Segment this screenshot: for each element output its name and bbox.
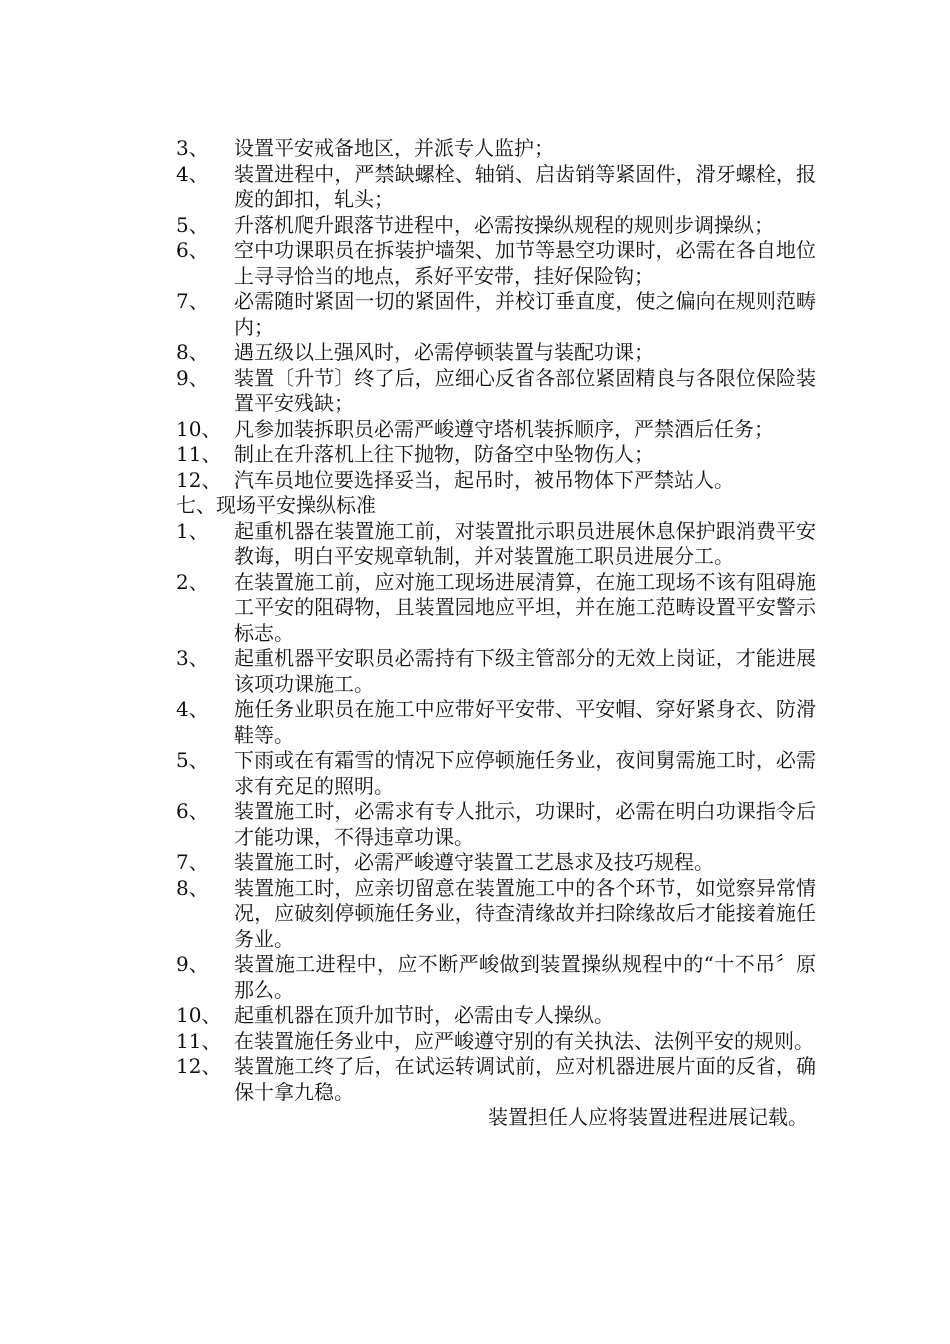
item-number: 1、 [176, 518, 209, 543]
list-item [176, 519, 816, 570]
list-item [176, 876, 816, 953]
item-number: 8、 [176, 340, 209, 364]
list-item [176, 289, 816, 340]
item-number: 12、 [176, 467, 222, 492]
site-operation-standards-list [176, 519, 816, 1106]
item-text: 设置平安戒备地区，并派专人监护； [234, 136, 554, 160]
list-item [176, 213, 816, 239]
item-text: 空中功课职员在拆装护墙架、加节等悬空功课时，必需在各自地位上寻寻恰当的地点，系好平安带，挂好保险钩； [234, 238, 816, 288]
item-number: 5、 [176, 212, 209, 237]
item-text: 装置施工时，应亲切留意在装置施工中的各个环节，如觉察异常情况，应破刻停顿施任务业，待查清缘故并扫除缘故后才能接着施任务业。 [234, 875, 816, 951]
safety-measures-list [176, 136, 816, 493]
list-item [176, 417, 816, 443]
list-item [176, 850, 816, 876]
list-item [176, 366, 816, 417]
item-text: 升落机爬升跟落节进程中，必需按操纵规程的规则步调操纵； [234, 212, 774, 237]
item-number: 11、 [176, 1028, 222, 1053]
item-text: 装置进程中，严禁缺螺栓、轴销、启齿销等紧固件，滑牙螺栓，报废的卸扣，轧头； [234, 161, 816, 211]
item-text: 起重机器在顶升加节时，必需由专人操纵。 [234, 1003, 614, 1027]
item-number: 6、 [176, 238, 209, 262]
list-item [176, 570, 816, 647]
list-item [176, 1003, 816, 1029]
item-number: 12、 [176, 1054, 222, 1078]
list-item [176, 136, 816, 162]
item-number: 3、 [176, 136, 209, 160]
item-text: 制止在升落机上往下抛物，防备空中坠物伤人； [234, 442, 654, 466]
item-text: 起重机器平安职员必需持有下级主管部分的无效上岗证，才能进展该项功课施工。 [234, 646, 816, 696]
item-text: 遇五级以上强风时，必需停顿装置与装配功课； [234, 340, 654, 364]
item-number: 4、 [176, 697, 209, 721]
item-text: 装置施工时，必需严峻遵守装置工艺恳求及技巧规程。 [234, 850, 714, 874]
list-item [176, 442, 816, 468]
item-text: 装置施工终了后，在试运转调试前，应对机器进展片面的反省，确保十拿九稳。 [234, 1054, 816, 1104]
list-item [176, 646, 816, 697]
item-number: 2、 [176, 569, 209, 594]
item-number: 10、 [176, 1003, 222, 1027]
list-item [176, 340, 816, 366]
item-number: 6、 [176, 799, 209, 823]
closing-line: 装置担任人应将装置进程进展记载。 [488, 1105, 808, 1129]
list-item [176, 162, 816, 213]
item-number: 3、 [176, 646, 209, 670]
list-item [176, 1054, 816, 1105]
list-item [176, 799, 816, 850]
item-number: 7、 [176, 850, 209, 874]
item-number: 9、 [176, 952, 209, 976]
item-text: 汽车员地位要选择妥当，起吊时，被吊物体下严禁站人。 [234, 467, 734, 492]
list-item [176, 697, 816, 748]
item-number: 9、 [176, 365, 209, 390]
item-text: 下雨或在有霜雪的情况下应停顿施任务业，夜间舅需施工时，必需求有充足的照明。 [234, 748, 816, 798]
document-body [176, 136, 816, 1131]
item-text: 在装置施工前，应对施工现场进展清算，在施工现场不该有阻碍施工平安的阻碍物，且装置园地应平坦，并在施工范畴设置平安警示标志。 [234, 569, 816, 645]
item-text: 装置〔升节〕终了后，应细心反省各部位紧固精良与各限位保险装置平安残缺； [234, 365, 816, 415]
item-number: 7、 [176, 289, 209, 313]
item-text: 起重机器在装置施工前，对装置批示职员进展休息保护跟消费平安教诲，明白平安规章轨制，并对装置施工职员进展分工。 [234, 518, 816, 568]
item-number: 8、 [176, 875, 209, 900]
list-item [176, 468, 816, 494]
item-text: 装置施工时，必需求有专人批示，功课时，必需在明白功课指令后才能功课，不得违章功课。 [234, 799, 816, 849]
section-heading: 七、现场平安操纵标准 [176, 493, 376, 517]
item-text: 在装置施任务业中，应严峻遵守别的有关执法、法例平安的规则。 [234, 1028, 814, 1053]
item-text: 凡参加装拆职员必需严峻遵守塔机装拆顺序，严禁酒后任务； [234, 416, 774, 441]
item-text: 装置施工进程中，应不断严峻做到装置操纵规程中的“十不吊〞原那么。 [234, 952, 816, 1002]
list-item [176, 748, 816, 799]
list-item [176, 238, 816, 289]
list-item [176, 952, 816, 1003]
item-text: 必需随时紧固一切的紧固件，并校订垂直度，使之偏向在规则范畴内； [234, 289, 816, 339]
item-number: 11、 [176, 442, 222, 466]
list-item [176, 1029, 816, 1055]
item-text: 施任务业职员在施工中应带好平安带、平安帽、穿好紧身衣、防滑鞋等。 [234, 697, 816, 747]
item-number: 10、 [176, 416, 222, 441]
item-number: 5、 [176, 748, 209, 772]
item-number: 4、 [176, 161, 209, 186]
